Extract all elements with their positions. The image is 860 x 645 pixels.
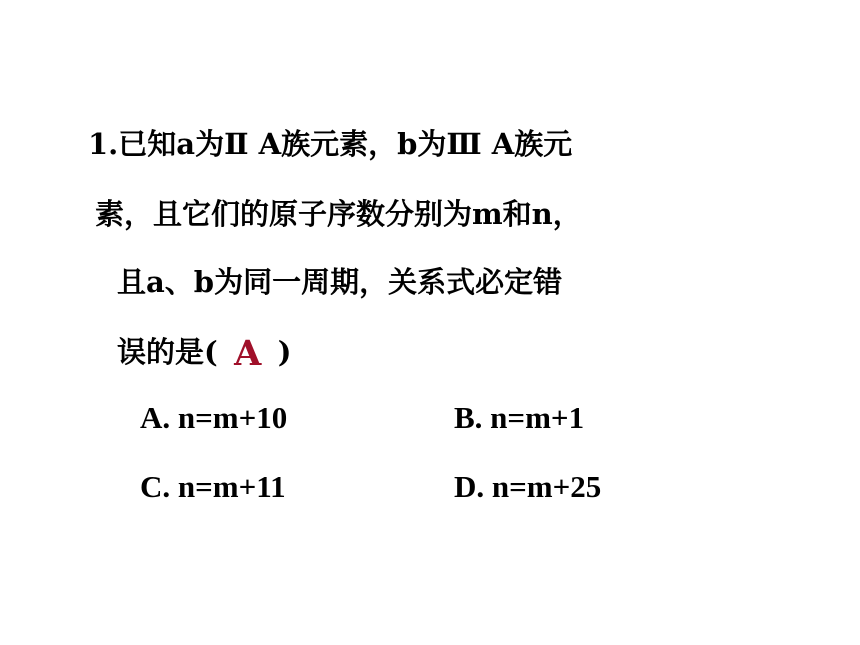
option-a: A. n=m+10 bbox=[140, 400, 288, 435]
option-d: D. n=m+25 bbox=[454, 469, 602, 504]
question-line-2: 素，且它们的原子序数分别为m和n， bbox=[95, 197, 582, 231]
question-line-4-suffix: ) bbox=[277, 335, 292, 369]
answer-marker: A bbox=[234, 333, 262, 374]
option-c: C. n=m+11 bbox=[140, 469, 286, 504]
question-line-4 bbox=[117, 332, 291, 374]
question-line-3: 且a、b为同一周期，关系式必定错 bbox=[117, 265, 563, 299]
option-b: B. n=m+1 bbox=[454, 400, 585, 435]
question-line-1: 1.已知a为Ⅱ A族元素，b为Ⅲ A族元 bbox=[88, 127, 573, 161]
question-line-4-prefix: 误的是( bbox=[117, 335, 218, 369]
